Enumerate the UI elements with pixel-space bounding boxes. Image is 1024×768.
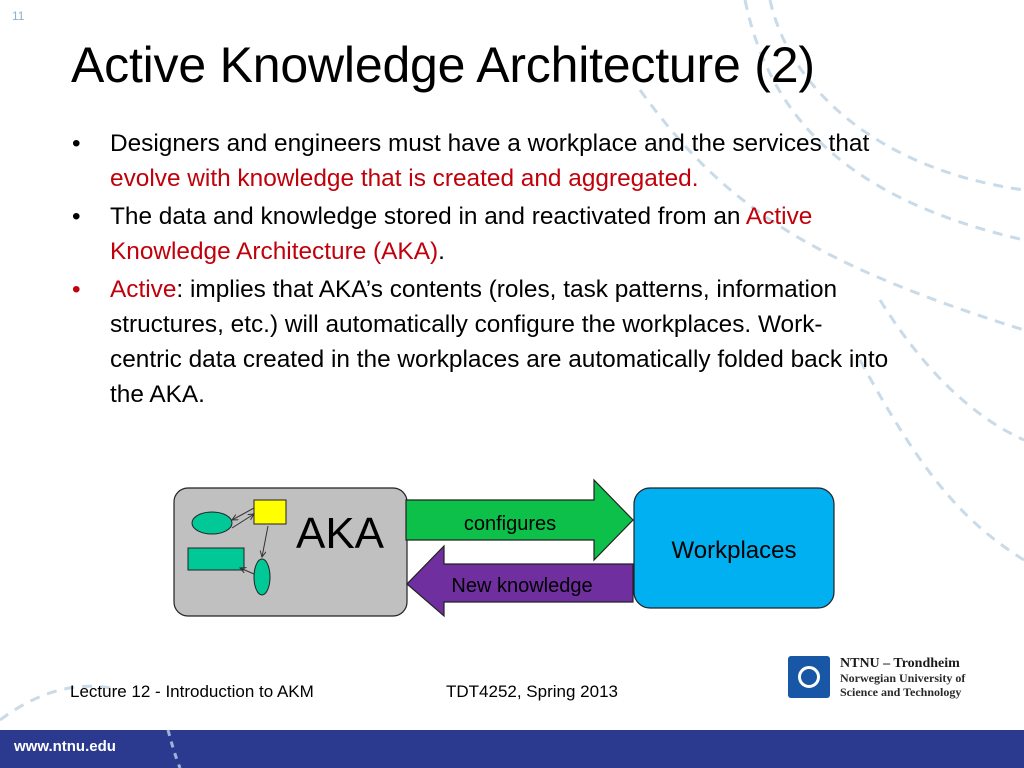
workplaces-label: Workplaces (671, 537, 797, 564)
slide-title: Active Knowledge Architecture (2) (71, 37, 815, 93)
bullet-emphasis: Active (110, 276, 177, 303)
footer-course: TDT4252, Spring 2013 (446, 682, 618, 701)
bullet-text: : implies that AKA’s contents (roles, task patterns, information structures, etc.) will automatically configure the workplaces. Work-centric data created in the workplaces are automatically folded back into the AKA. (110, 276, 889, 408)
configures-label: configures (463, 513, 557, 535)
site-url: www.ntnu.edu (14, 738, 116, 755)
logo-line-3: Science and Technology (840, 685, 962, 699)
bullet-emphasis: evolve with knowledge that is created and aggregated. (110, 165, 699, 192)
bullet-emphasis: Active Knowledge Architecture (AKA) (110, 203, 813, 265)
bullet-marker: • (72, 203, 81, 230)
new-knowledge-label: New knowledge (451, 575, 593, 597)
bullet-marker: • (72, 276, 81, 303)
logo-line-2: Norwegian University of (840, 671, 966, 685)
bullet-marker: • (72, 130, 81, 157)
logo-line-1: NTNU – Trondheim (840, 656, 960, 671)
aka-label: AKA (295, 509, 385, 558)
slide-number: 11 (12, 9, 25, 23)
bullet-text: Designers and engineers must have a workplace and the services that (110, 130, 870, 157)
footer-lecture: Lecture 12 - Introduction to AKM (70, 682, 314, 701)
bullet-text: The data and knowledge stored in and reactivated from an (110, 203, 746, 230)
bullet-text: . (438, 238, 445, 265)
